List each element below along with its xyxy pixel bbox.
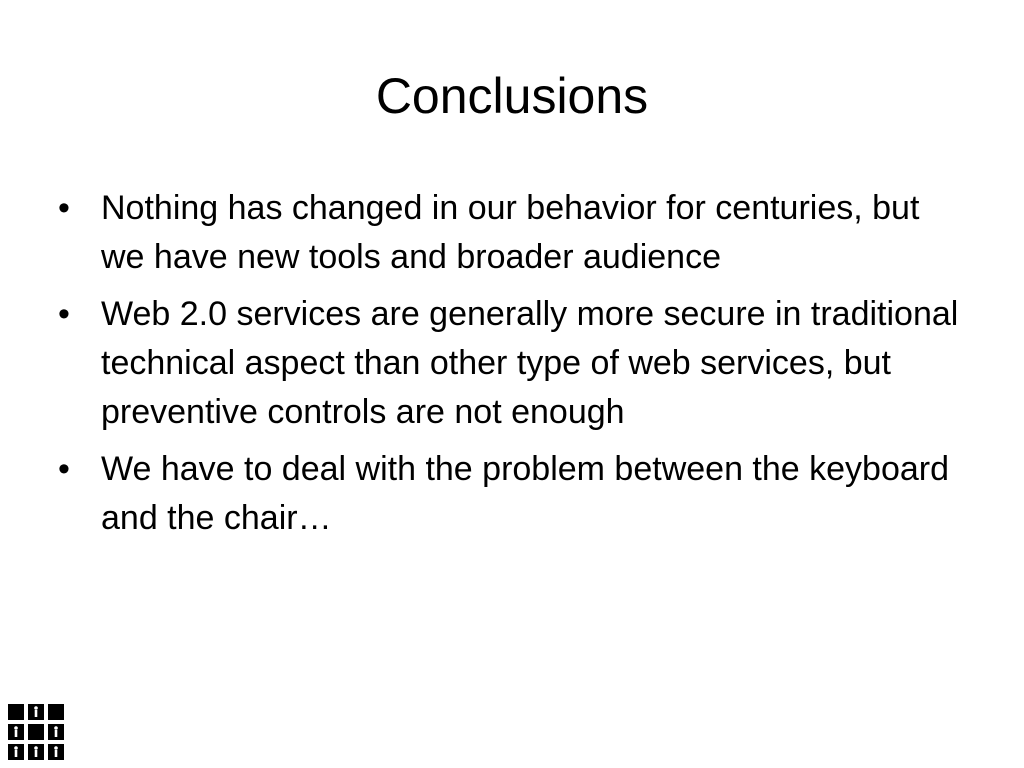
bullet-text: Nothing has changed in our behavior for centuries, but we have new tools and broader audience: [101, 189, 920, 276]
bullet-list: [58, 184, 968, 551]
bullet-dot-icon: •: [58, 450, 70, 488]
bullet-dot-icon: •: [58, 189, 70, 227]
bullet-item: [58, 445, 968, 543]
slide-title: Conclusions: [375, 68, 649, 124]
bullet-text: We have to deal with the problem between the keyboard and the chair…: [101, 450, 950, 537]
bullet-text: Web 2.0 services are generally more secure in traditional technical aspect than other type of web services, but preventive controls are not enough: [101, 295, 959, 431]
bullet-item: [58, 184, 968, 282]
bullet-dot-icon: •: [58, 295, 70, 333]
grid-people-logo-icon: [8, 704, 64, 760]
bullet-item: [58, 290, 968, 437]
